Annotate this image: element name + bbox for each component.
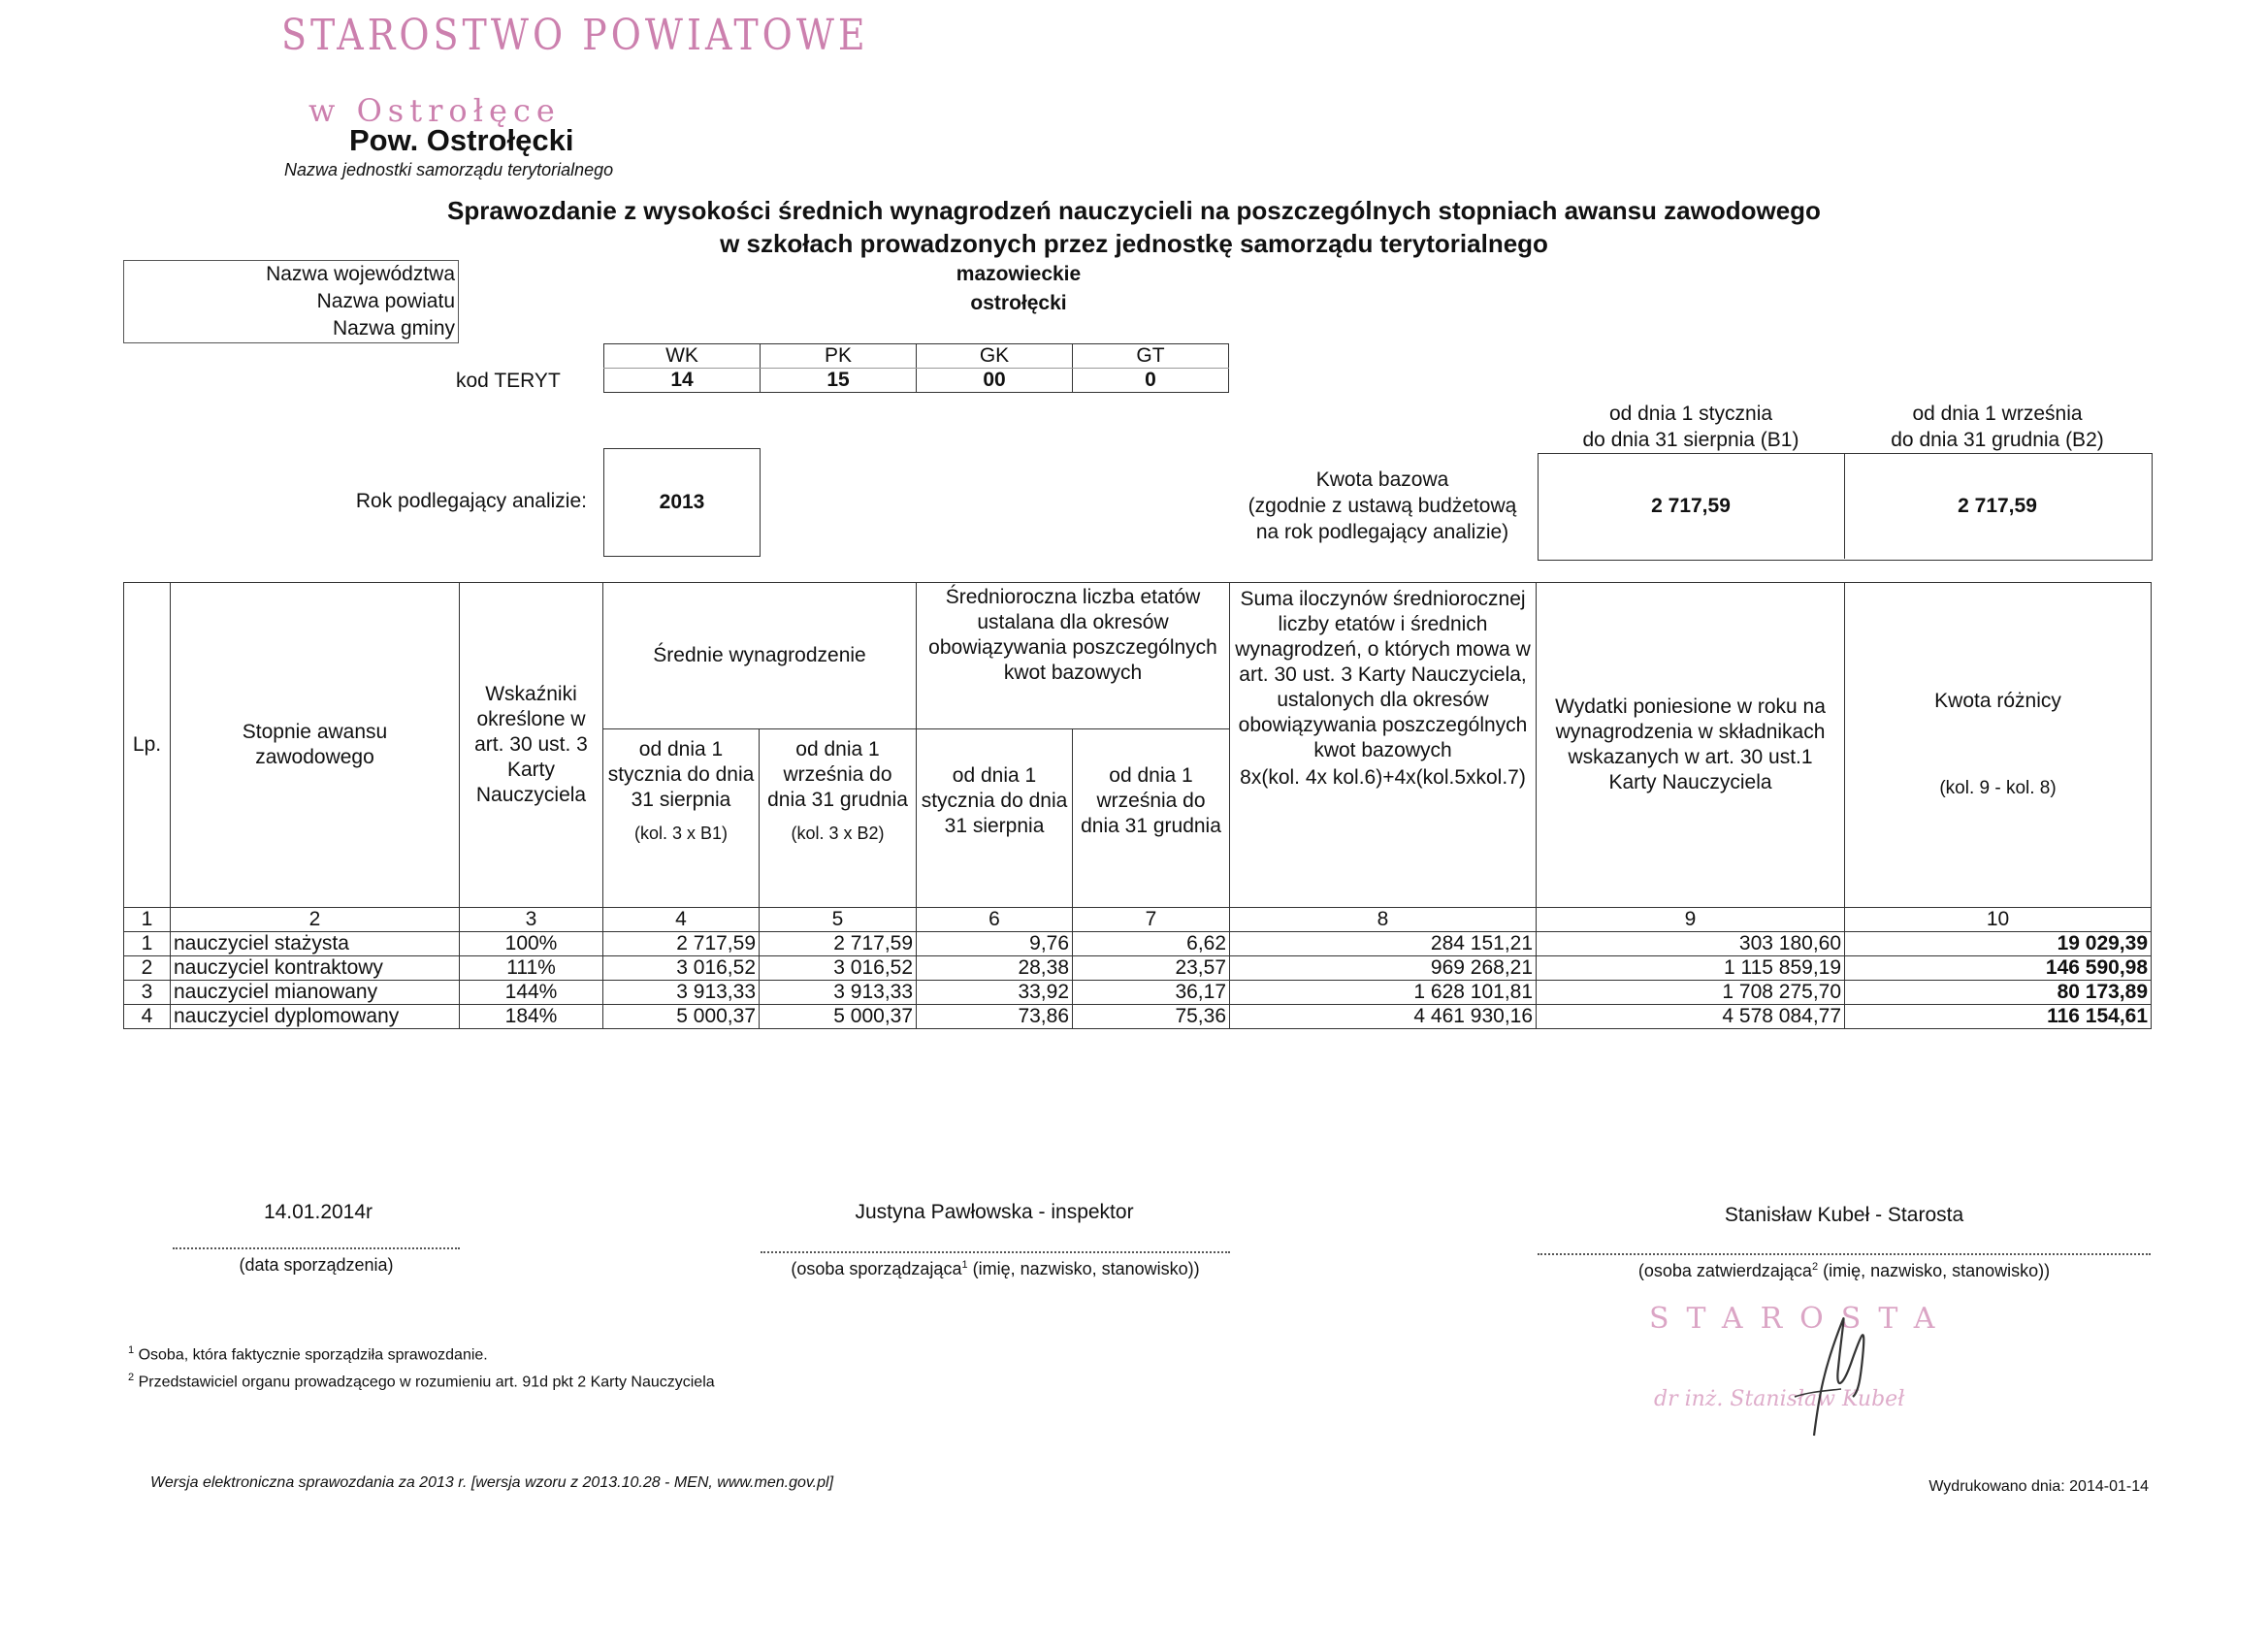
row-etaty-1: 9,76 [917,932,1073,956]
voivodeship-label: Nazwa województwa [266,263,455,285]
header-sr-period1 [603,729,760,908]
header-wydatki: Wydatki poniesione w roku na wynagrodzenia w składnikach wskazanych w art. 30 ust.1 Karty Nauczyciela [1537,583,1845,908]
date-value: 14.01.2014r [263,1201,373,1223]
column-number-7: 7 [1073,908,1230,932]
approver-value: Stanisław Kubeł - Starosta [1724,1204,1964,1226]
header-roznica-text: Kwota różnicy [1934,690,2061,712]
teryt-label: kod TERYT [456,370,561,392]
row-etaty-2: 75,36 [1073,1005,1230,1029]
approver-caption-text-a: (osoba zatwierdzająca [1637,1261,1812,1280]
teryt-header-wk: WK [604,344,761,369]
header-sr-period2 [760,729,917,908]
row-wskaznik: 100% [460,932,603,956]
footnote-1 [128,1344,488,1364]
header-et-period2: od dnia 1 września do dnia 31 grudnia [1073,729,1230,908]
teryt-value-pk: 15 [761,369,917,393]
starosta-stamp-line2: dr inż. Stanisław Kubeł [1654,1387,1905,1411]
row-wydatki: 4 578 084,77 [1537,1005,1845,1029]
column-number-6: 6 [917,908,1073,932]
footnote-2 [128,1372,715,1391]
date-caption: (data sporządzenia) [239,1255,394,1275]
row-suma: 969 268,21 [1230,956,1537,981]
row-etaty-1: 33,92 [917,981,1073,1005]
table-row [124,1005,2152,1029]
header-roznica [1845,583,2152,908]
base-amount-label-line3: na rok podlegający analizie) [1255,521,1509,543]
preparer-caption-text-a: (osoba sporządzająca [791,1259,962,1278]
approver-signature-line [1538,1253,2151,1255]
footnote-1-mark: 1 [128,1344,135,1356]
column-number-4: 4 [603,908,760,932]
version-note: Wersja elektroniczna sprawozdania za 2013 r. [wersja wzoru z 2013.10.28 - MEN, www.men.gov.pl] [150,1474,834,1491]
row-srednie-2: 2 717,59 [760,932,917,956]
header-sr-period1-note: (kol. 3 x B1) [633,824,729,843]
row-wskaznik: 111% [460,956,603,981]
header-sr-period2-text: od dnia 1 września do dnia 31 grudnia [767,738,908,811]
row-roznica: 80 173,89 [1845,981,2152,1005]
row-roznica: 19 029,39 [1845,932,2152,956]
row-suma: 1 628 101,81 [1230,981,1537,1005]
base-amount-label [1232,467,1533,545]
header-wskazniki: Wskaźniki określone w art. 30 ust. 3 Karty Nauczyciela [460,583,603,908]
footnote-2-text: Przedstawiciel organu prowadzącego w rozumieniu art. 91d pkt 2 Karty Nauczyciela [134,1374,715,1391]
table-row [124,956,2152,981]
column-number-10: 10 [1845,908,2152,932]
office-stamp-line2: w Ostrołęce [308,92,561,129]
office-stamp-line1: STAROSTWO POWIATOWE [281,10,869,60]
row-lp: 3 [124,981,171,1005]
header-suma-formula: 8x(kol. 4x kol.6)+4x(kol.5xkol.7) [1240,766,1526,789]
preparer-caption-footnote-mark: 1 [961,1259,968,1271]
teryt-header-gk: GK [917,344,1073,369]
period-b1-header [1538,401,1844,453]
period-b1-line2: do dnia 31 sierpnia (B1) [1582,429,1799,451]
row-stopien: nauczyciel dyplomowany [171,1005,460,1029]
row-stopien: nauczyciel mianowany [171,981,460,1005]
period-b2-header [1844,401,2151,453]
date-signature-line [173,1247,460,1249]
row-srednie-1: 2 717,59 [603,932,760,956]
year-label: Rok podlegający analizie: [355,490,587,512]
year-value: 2013 [603,448,761,557]
column-number-2: 2 [171,908,460,932]
row-lp: 1 [124,932,171,956]
unit-caption: Nazwa jednostki samorządu terytorialnego [284,160,614,179]
printed-date: Wydrukowano dnia: 2014-01-14 [1928,1478,2149,1495]
row-wskaznik: 184% [460,1005,603,1029]
teryt-value-gk: 00 [917,369,1073,393]
teryt-table [603,343,1229,393]
header-sr-period2-note: (kol. 3 x B2) [791,824,885,843]
table-row [124,932,2152,956]
teryt-value-gt: 0 [1073,369,1229,393]
row-etaty-2: 36,17 [1073,981,1230,1005]
teryt-header-gt: GT [1073,344,1229,369]
preparer-signature-line [761,1251,1230,1253]
unit-name: Pow. Ostrołęcki [349,123,574,157]
header-suma-text: Suma iloczynów średniorocznej liczby etatów i średnich wynagrodzeń, o których mowa w art. 30 ust. 3 Karty Nauczyciela, ustalonych dla okresów obowiązywania poszczególnych kwot bazowych [1235,588,1531,761]
header-srednie: Średnie wynagrodzenie [603,583,917,729]
row-etaty-1: 73,86 [917,1005,1073,1029]
column-number-5: 5 [760,908,917,932]
column-number-1: 1 [124,908,171,932]
row-suma: 284 151,21 [1230,932,1537,956]
row-srednie-1: 5 000,37 [603,1005,760,1029]
row-stopien: nauczyciel kontraktowy [171,956,460,981]
header-sr-period1-text: od dnia 1 stycznia do dnia 31 sierpnia [607,738,755,811]
column-number-3: 3 [460,908,603,932]
period-b2-line2: do dnia 31 grudnia (B2) [1891,429,2104,451]
row-lp: 2 [124,956,171,981]
commune-label: Nazwa gminy [332,317,455,340]
approver-caption-text-b: (imię, nazwisko, stanowisko)) [1818,1261,2051,1280]
header-stopnie: Stopnie awansu zawodowego [171,583,460,908]
table-row [124,981,2152,1005]
header-etaty: Średnioroczna liczba etatów ustalana dla okresów obowiązywania poszczególnych kwot bazowych [917,583,1230,729]
approver-caption-footnote-mark: 2 [1811,1261,1819,1273]
row-wskaznik: 144% [460,981,603,1005]
approver-caption [1538,1261,2151,1281]
row-etaty-1: 28,38 [917,956,1073,981]
footnote-1-text: Osoba, która faktycznie sporządziła sprawozdanie. [134,1346,488,1364]
base-amount-label-line2: (zgodnie z ustawą budżetową [1247,495,1517,517]
header-lp: Lp. [124,583,171,908]
base-amount-b1: 2 717,59 [1651,494,1731,517]
header-et-period1: od dnia 1 stycznia do dnia 31 sierpnia [917,729,1073,908]
county-label: Nazwa powiatu [316,290,455,312]
row-srednie-2: 3 016,52 [760,956,917,981]
period-b2-line1: od dnia 1 września [1912,403,2083,425]
row-roznica: 116 154,61 [1845,1005,2152,1029]
preparer-caption [761,1259,1230,1279]
row-wydatki: 1 115 859,19 [1537,956,1845,981]
header-roznica-note: (kol. 9 - kol. 8) [1939,778,2057,798]
row-wydatki: 303 180,60 [1537,932,1845,956]
footnote-2-mark: 2 [128,1372,135,1383]
salary-table [123,582,2152,1029]
base-amount-label-line1: Kwota bazowa [1315,469,1449,491]
row-suma: 4 461 930,16 [1230,1005,1537,1029]
row-roznica: 146 590,98 [1845,956,2152,981]
period-b1-line1: od dnia 1 stycznia [1608,403,1773,425]
preparer-value: Justyna Pawłowska - inspektor [855,1201,1134,1223]
handwritten-signature [1785,1300,1892,1445]
row-srednie-2: 3 913,33 [760,981,917,1005]
column-number-8: 8 [1230,908,1537,932]
voivodeship-value: mazowieckie [956,263,1082,285]
row-etaty-2: 23,57 [1073,956,1230,981]
row-lp: 4 [124,1005,171,1029]
row-srednie-1: 3 016,52 [603,956,760,981]
row-stopien: nauczyciel stażysta [171,932,460,956]
row-wydatki: 1 708 275,70 [1537,981,1845,1005]
teryt-header-pk: PK [761,344,917,369]
report-title-line2: w szkołach prowadzonych przez jednostkę samorządu terytorialnego [720,229,1548,258]
header-suma [1230,583,1537,908]
base-amount-b2: 2 717,59 [1958,494,2037,517]
column-number-9: 9 [1537,908,1845,932]
county-value: ostrołęcki [970,292,1067,314]
teryt-value-wk: 14 [604,369,761,393]
preparer-caption-text-b: (imię, nazwisko, stanowisko)) [967,1259,1200,1278]
row-srednie-2: 5 000,37 [760,1005,917,1029]
report-title-line1: Sprawozdanie z wysokości średnich wynagrodzeń nauczycieli na poszczególnych stopniach awansu zawodowego [447,196,1821,225]
starosta-stamp-line1: STAROSTA [1649,1302,1953,1336]
row-etaty-2: 6,62 [1073,932,1230,956]
row-srednie-1: 3 913,33 [603,981,760,1005]
